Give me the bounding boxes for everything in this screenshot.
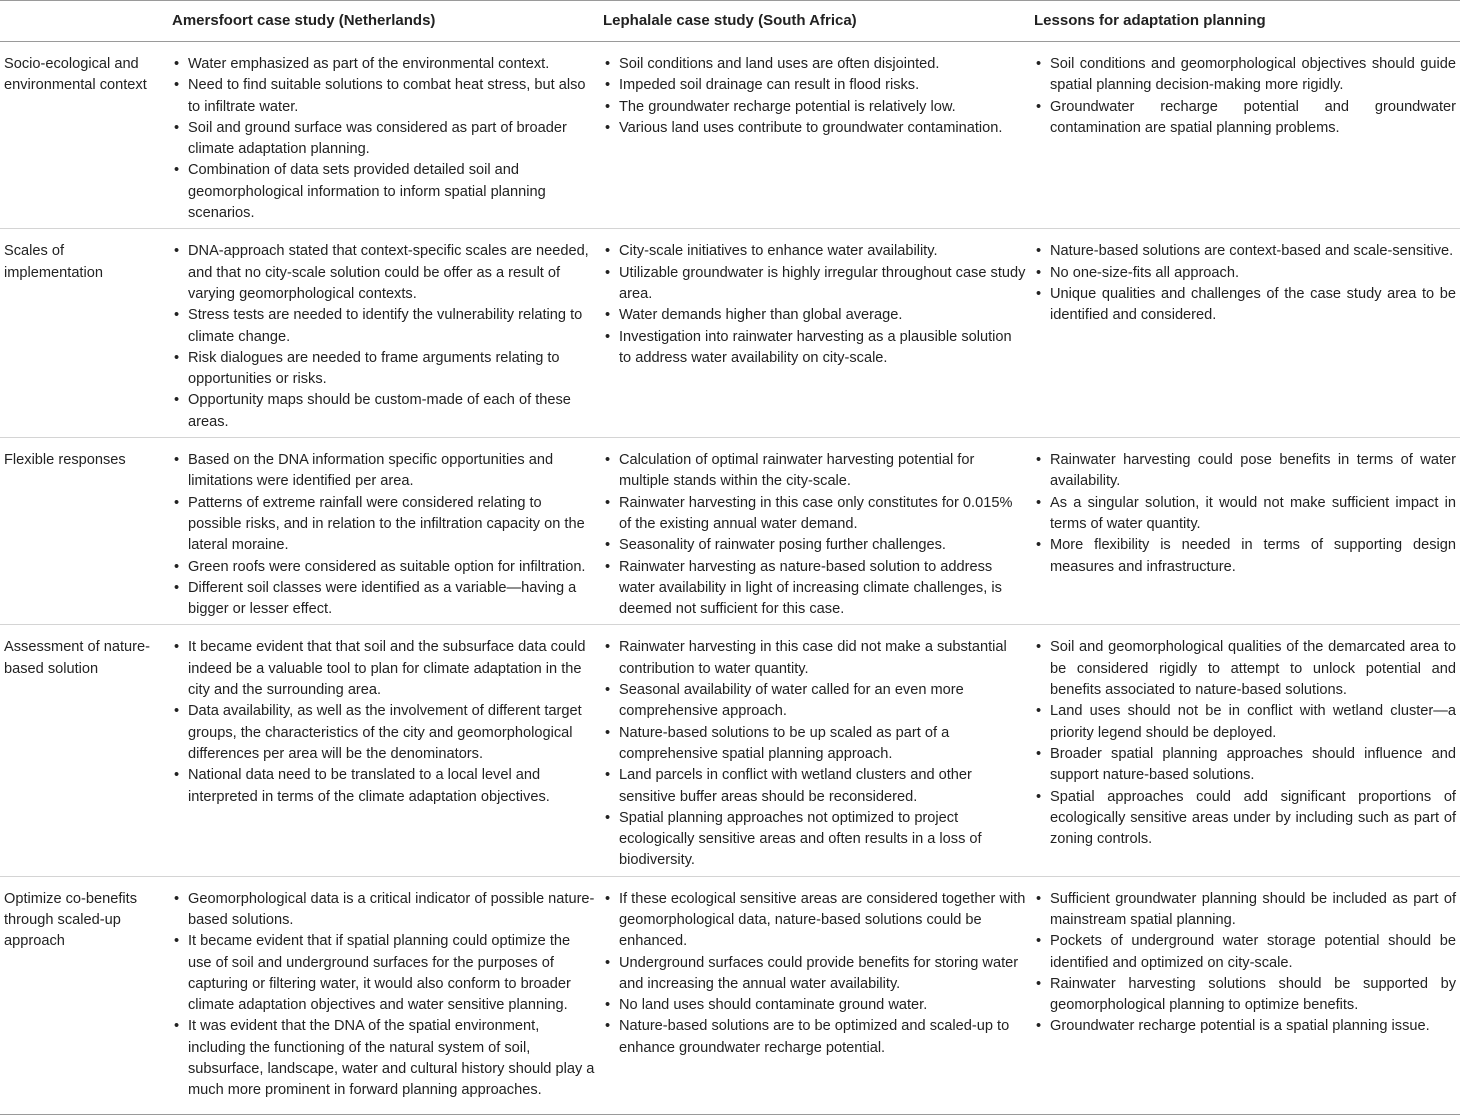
bullet-item: • More flexibility is needed in terms of supporting design measures and infrastructure. [1034,535,1456,578]
bullet-item: • Based on the DNA information specific opportunities and limitations were identified per area. [172,450,595,493]
bullet-item: • Various land uses contribute to groundwater contamination. [603,118,1026,139]
table-row [0,42,1460,229]
bullet-item: • Broader spatial planning approaches should influence and support nature-based solutions. [1034,744,1456,787]
bullet-item: • Rainwater harvesting in this case only constitutes for 0.015% of the existing annual water demand. [603,493,1026,536]
lessons-cell [1030,438,1460,625]
bullet-list [1034,54,1456,139]
lephalale-cell [599,42,1030,229]
bullet-item: • The groundwater recharge potential is relatively low. [603,97,1026,118]
lephalale-cell [599,625,1030,876]
bullet-item: • Groundwater recharge potential and groundwater contamination are spatial planning problems. [1034,97,1456,140]
bullet-item: • National data need to be translated to a local level and interpreted in terms of the climate adaptation objectives. [172,765,595,808]
bullet-list [1034,637,1456,850]
bullet-item: • Pockets of underground water storage potential should be identified and optimized on city-scale. [1034,931,1456,974]
bullet-item: • Land uses should not be in conflict with wetland cluster—a priority legend should be deployed. [1034,701,1456,744]
bullet-list [172,241,595,433]
bullet-item: • Spatial planning approaches not optimized to project ecologically sensitive areas and often results in a loss of biodiversity. [603,808,1026,872]
lessons-cell [1030,876,1460,1114]
bullet-item: • Calculation of optimal rainwater harvesting potential for multiple stands within the city-scale. [603,450,1026,493]
bullet-item: • Soil and geomorphological qualities of the demarcated area to be considered rigidly to attempt to unlock potential and benefits associated to nature-based solutions. [1034,637,1456,701]
bullet-list [603,889,1026,1059]
bullet-list [1034,889,1456,1038]
lephalale-cell [599,229,1030,438]
bullet-item: • Seasonal availability of water called for an even more comprehensive approach. [603,680,1026,723]
bullet-item: • Rainwater harvesting as nature-based solution to address water availability in light of increasing climate challenges, is deemed not sufficient for this case. [603,557,1026,621]
bullet-item: • No one-size-fits all approach. [1034,263,1456,284]
header-row [0,1,1460,42]
bullet-item: • Unique qualities and challenges of the case study area to be identified and considered. [1034,284,1456,327]
row-label: Flexible responses [0,438,168,625]
bullet-item: • Rainwater harvesting could pose benefits in terms of water availability. [1034,450,1456,493]
bullet-item: • Seasonality of rainwater posing further challenges. [603,535,1026,556]
bullet-item: • Data availability, as well as the involvement of different target groups, the characteristics of the city and geomorphological differences per area will be the denominators. [172,701,595,765]
row-label: Scales of implementation [0,229,168,438]
table-row [0,229,1460,438]
bullet-list [603,54,1026,139]
bullet-item: • Water demands higher than global average. [603,305,1026,326]
bullet-item: • Nature-based solutions are context-based and scale-sensitive. [1034,241,1456,262]
bullet-item: • Geomorphological data is a critical indicator of possible nature-based solutions. [172,889,595,932]
bullet-item: • Investigation into rainwater harvesting as a plausible solution to address water availability on city-scale. [603,327,1026,370]
bullet-item: • Stress tests are needed to identify the vulnerability relating to climate change. [172,305,595,348]
bullet-list [172,450,595,620]
table-body [0,42,1460,1115]
bullet-item: • If these ecological sensitive areas are considered together with geomorphological data, nature-based solutions could be enhanced. [603,889,1026,953]
bullet-list [172,637,595,807]
header-empty [0,1,168,42]
bullet-item: • Green roofs were considered as suitable option for infiltration. [172,557,595,578]
bullet-list [603,241,1026,369]
bullet-item: • Need to find suitable solutions to combat heat stress, but also to infiltrate water. [172,75,595,118]
bullet-item: • Sufficient groundwater planning should be included as part of mainstream spatial planning. [1034,889,1456,932]
header-lessons: Lessons for adaptation planning [1034,12,1266,30]
bullet-item: • DNA-approach stated that context-specific scales are needed, and that no city-scale solution could be offer as a result of varying geomorphological contexts. [172,241,595,305]
bullet-item: • Soil conditions and land uses are often disjointed. [603,54,1026,75]
bullet-item: • Soil conditions and geomorphological objectives should guide spatial planning decision-making more rigidly. [1034,54,1456,97]
bullet-item: • Soil and ground surface was considered as part of broader climate adaptation planning. [172,118,595,161]
bullet-item: • Rainwater harvesting in this case did not make a substantial contribution to water quantity. [603,637,1026,680]
amersfoort-cell [168,229,599,438]
amersfoort-cell [168,438,599,625]
table-header [0,1,1460,42]
bullet-list [1034,241,1456,326]
bullet-item: • Land parcels in conflict with wetland clusters and other sensitive buffer areas should be reconsidered. [603,765,1026,808]
bullet-item: • Water emphasized as part of the environmental context. [172,54,595,75]
lessons-cell [1030,42,1460,229]
bullet-item: • Patterns of extreme rainfall were considered relating to possible risks, and in relation to the infiltration capacity on the lateral moraine. [172,493,595,557]
bullet-item: • Spatial approaches could add significant proportions of ecologically sensitive areas under by including such as part of zoning controls. [1034,787,1456,851]
bullet-item: • Impeded soil drainage can result in flood risks. [603,75,1026,96]
header-lephalale: Lephalale case study (South Africa) [603,12,857,30]
table-row [0,625,1460,876]
bullet-item: • Nature-based solutions to be up scaled as part of a comprehensive spatial planning approach. [603,723,1026,766]
bullet-item: • Rainwater harvesting solutions should be supported by geomorphological planning to optimize benefits. [1034,974,1456,1017]
amersfoort-cell [168,876,599,1114]
bullet-item: • City-scale initiatives to enhance water availability. [603,241,1026,262]
row-label: Optimize co-benefits through scaled-up approach [0,876,168,1114]
amersfoort-cell [168,42,599,229]
table-row [0,876,1460,1114]
bullet-item: • Nature-based solutions are to be optimized and scaled-up to enhance groundwater recharge potential. [603,1016,1026,1059]
bullet-list [603,637,1026,871]
bullet-list [1034,450,1456,578]
lephalale-cell [599,876,1030,1114]
table-row [0,438,1460,625]
lessons-cell [1030,625,1460,876]
bullet-item: • Combination of data sets provided detailed soil and geomorphological information to inform spatial planning scenarios. [172,160,595,224]
bullet-list [603,450,1026,620]
bullet-item: • No land uses should contaminate ground water. [603,995,1026,1016]
bullet-item: • Groundwater recharge potential is a spatial planning issue. [1034,1016,1456,1037]
bullet-item: • It was evident that the DNA of the spatial environment, including the functioning of the natural system of soil, subsurface, landscape, water and cultural history should play a much more prominent in forward planning approaches. [172,1016,595,1101]
lessons-cell [1030,229,1460,438]
bullet-list [172,889,595,1102]
bullet-item: • Utilizable groundwater is highly irregular throughout case study area. [603,263,1026,306]
bullet-item: • It became evident that if spatial planning could optimize the use of soil and underground surfaces for the purposes of capturing or filtering water, it would also conform to broader climate adaptation objectives and water sensitive planning. [172,931,595,1016]
bullet-item: • Different soil classes were identified as a variable—having a bigger or lesser effect. [172,578,595,621]
bullet-item: • Opportunity maps should be custom-made of each of these areas. [172,390,595,433]
row-label: Assessment of nature-based solution [0,625,168,876]
amersfoort-cell [168,625,599,876]
row-label: Socio-ecological and environmental context [0,42,168,229]
header-amersfoort: Amersfoort case study (Netherlands) [172,12,436,30]
bullet-item: • Underground surfaces could provide benefits for storing water and increasing the annual water availability. [603,953,1026,996]
bullet-item: • It became evident that that soil and the subsurface data could indeed be a valuable tool to plan for climate adaptation in the city and the surrounding area. [172,637,595,701]
bullet-item: • Risk dialogues are needed to frame arguments relating to opportunities or risks. [172,348,595,391]
bullet-item: • As a singular solution, it would not make sufficient impact in terms of water quantity. [1034,493,1456,536]
lephalale-cell [599,438,1030,625]
bullet-list [172,54,595,224]
